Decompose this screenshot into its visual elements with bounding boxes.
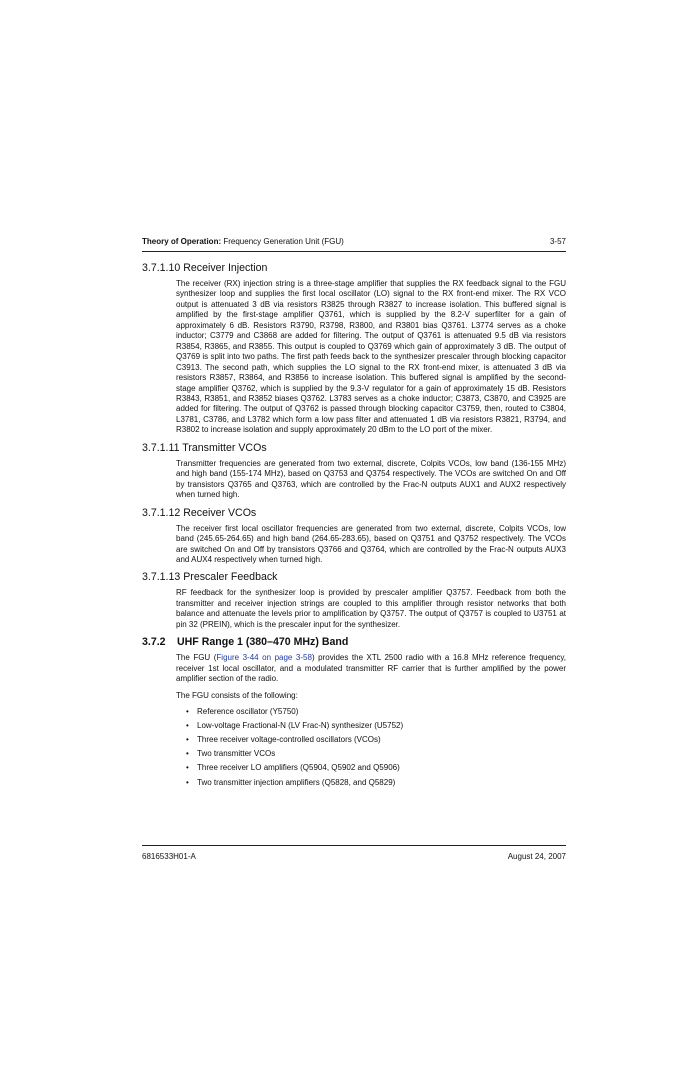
section-body-uhf-range-1: [176, 653, 566, 684]
section-number: 3.7.2: [142, 636, 166, 649]
section-title: UHF Range 1 (380–470 MHz) Band: [177, 636, 349, 649]
list-item: • Two transmitter injection amplifiers (Q5828, and Q5829): [186, 776, 566, 790]
section-heading-receiver-vcos: 3.7.1.12 Receiver VCOs: [142, 506, 257, 519]
body-text-after-link: ) provides the XTL 2500 radio with a 16.8 MHz reference frequency, receiver 1st local oscillator, and a modulated transmitter RF carrier that is further amplified by the power amplifier section of the radio.: [176, 653, 567, 684]
component-list: [186, 705, 566, 790]
footer-rule: [142, 845, 566, 846]
section-body-transmitter-vcos: Transmitter frequencies are generated from two external, discrete, Colpits VCOs, low band (136-155 MHz) and high band (155-174 MHz), based on Q3753 and Q3754 respectively. The VCOs are switched On and Off by transistors Q3765 and Q3763, which are controlled by the Frac-N outputs AUX1 and AUX2 respectively when turned high.: [176, 458, 566, 500]
body-text-before-link: The FGU (: [176, 653, 217, 663]
footer-date: August 24, 2007: [507, 852, 566, 861]
section-body-receiver-injection: The receiver (RX) injection string is a three-stage amplifier that supplies the RX feedback signal to the FGU synthesizer loop and supplies the first local oscillator (LO) signal to the RX front-end mixer. The RX VCO output is attenuated 3 dB via resistors R3825 through R3827 to increase isolation. This buffered signal is amplified by the first-stage amplifier Q3761, which is supplied by the 8.2-V superfilter for a gain of approximately 6 dB. Resistors R3790, R3798, R3800, and R3801 bias Q3761. L3774 serves as a choke inductor; C3779 and C3868 are added for filtering. The output of Q3761 is attenuated 9.5 dB via resistors R3854, R3865, and R3855. This output is coupled to Q3769 which gain of approximately 3 dB. The output of Q3769 is split into two paths. The first path feeds back to the synthesizer prescaler through blocking capacitor C3913. The second path, which supplies the LO signal to the RX front-end mixer, is attenuated 3 dB via resistors R3857, R3864, and R3856 to increase isolation. This buffered signal is amplified by the second-stage amplifier Q3762, which is supplied by the 9.3-V regulator for a gain of approximately 15 dB. Resistors R3843, R3851, and R3852 biases Q3762. L3783 serves as a choke inductor; C3873, C3870, and C3925 are added for filtering. The output of Q3762 is passed through blocking capacitor C3759, then, routed to C3804, L3781, C3786, and L3782 which form a low pass filter and attenuated 1 dB via resistors R3821, R3794, and R3802 to increase isolation and supply approximately 20 dBm to the LO port of the mixer.: [176, 279, 566, 435]
header-rule: [142, 251, 566, 252]
header-chapter-title: Frequency Generation Unit (FGU): [221, 237, 344, 246]
header-chapter-label: Theory of Operation:: [142, 237, 222, 246]
list-item: • Two transmitter VCOs: [186, 747, 566, 761]
footer-doc-number: 6816533H01-A: [142, 852, 196, 861]
section-body-prescaler-feedback: RF feedback for the synthesizer loop is provided by prescaler amplifier Q3757. Feedback from both the transmitter and receiver injection strings are coupled to this amplifier through resistor networks that both balance and attenuate the levels prior to amplification by Q3757. The output of Q3757 is coupled to U3751 at pin 32 (PREIN), which is the prescaler input for the synthesizer.: [176, 588, 566, 629]
list-item: • Three receiver LO amplifiers (Q5904, Q5902 and Q5906): [186, 761, 566, 775]
list-intro: The FGU consists of the following:: [176, 690, 298, 700]
section-heading-transmitter-vcos: 3.7.1.11 Transmitter VCOs: [142, 441, 267, 454]
list-item: • Reference oscillator (Y5750): [186, 705, 566, 719]
list-item: • Low-voltage Fractional-N (LV Frac-N) synthesizer (U5752): [186, 719, 566, 733]
page-header: [142, 236, 566, 248]
figure-link[interactable]: Figure 3-44 on page 3-58: [216, 653, 312, 663]
section-heading-receiver-injection: 3.7.1.10 Receiver Injection: [142, 262, 268, 274]
section-heading-prescaler-feedback: 3.7.1.13 Prescaler Feedback: [142, 571, 278, 584]
page-content: [142, 262, 566, 790]
list-item: • Three receiver voltage-controlled oscillators (VCOs): [186, 733, 566, 747]
section-heading-uhf-range-1: [142, 636, 566, 653]
page-footer: [142, 851, 566, 862]
section-body-receiver-vcos: The receiver first local oscillator frequencies are generated from two external, discrete, Colpits VCOs, low band (245.65-264.65) and high band (264.65-283.65), based on Q3751 and Q3752 respectively. The VCOs are switched On and Off by transistors Q3766 and Q3764, which are controlled by the Frac-N outputs AUX3 and AUX4 respectively when turned high.: [176, 523, 566, 564]
header-page-number: 3-57: [549, 237, 566, 246]
